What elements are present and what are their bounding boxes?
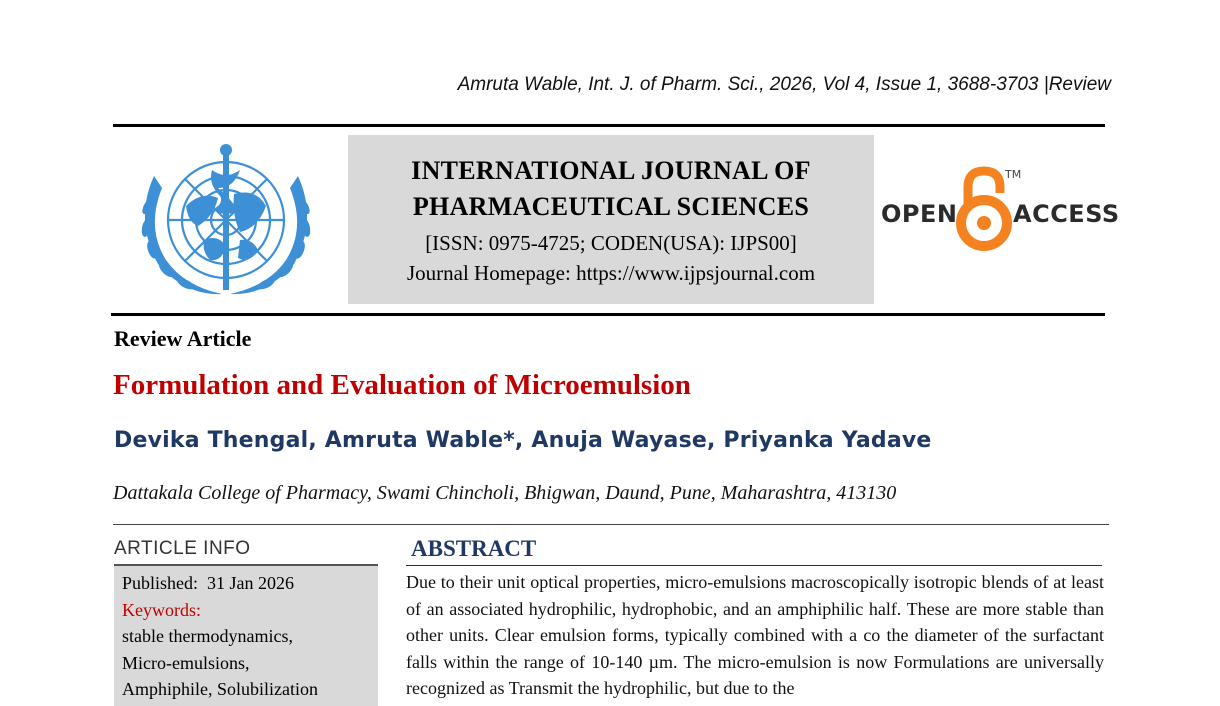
open-access-badge: [878, 163, 1120, 255]
keyword-item: stable thermodynamics,: [122, 626, 293, 646]
journal-masthead: [348, 135, 874, 304]
article-info-heading: ARTICLE INFO: [114, 538, 251, 559]
header-bottom-rule: [111, 313, 1105, 316]
abstract-heading: ABSTRACT: [411, 536, 537, 561]
journal-name-line2: PHARMACEUTICAL SCIENCES: [412, 192, 810, 221]
published-date: Published: 31 Jan 2026: [122, 573, 295, 593]
un-caduceus-emblem-icon: [126, 136, 326, 306]
keywords-label: Keywords:: [122, 599, 201, 620]
abstract-rule: [406, 565, 1102, 566]
journal-name-line1: INTERNATIONAL JOURNAL OF: [411, 156, 811, 185]
article-authors: Devika Thengal, Amruta Wable*, Anuja Wayase, Priyanka Yadave: [114, 428, 932, 453]
open-access-open-text: OPEN: [881, 200, 958, 228]
article-title: Formulation and Evaluation of Microemulsion: [113, 369, 691, 401]
article-info-box: [114, 566, 378, 706]
keyword-item: Micro-emulsions,: [122, 652, 250, 673]
article-type: Review Article: [114, 326, 252, 351]
section-divider: [113, 524, 1109, 525]
journal-homepage: Journal Homepage: https://www.ijpsjournal.com: [406, 261, 816, 285]
author-affiliation: Dattakala College of Pharmacy, Swami Chincholi, Bhigwan, Daund, Pune, Maharashtra, 413130: [113, 482, 897, 504]
running-citation: Amruta Wable, Int. J. of Pharm. Sci., 2026, Vol 4, Issue 1, 3688-3703 |Review: [457, 74, 1111, 95]
abstract-body: Due to their unit optical properties, micro-emulsions macroscopically isotropic blends of at least of an associated hydrophilic, hydrophobic, and an amphiphilic half. These are more stable than other units. Clear emulsion forms, typically combined with a co the diameter of the surfactant falls within the range of 10-140 µm. The micro-emulsion is now Formulations are universally recognized as Transmit the hydrophilic, but due to the: [406, 572, 1104, 698]
open-access-trademark: TM: [1005, 168, 1022, 181]
open-access-access-text: ACCESS: [1013, 200, 1120, 228]
keyword-item: Amphiphile, Solubilization: [122, 679, 318, 699]
journal-issn: [ISSN: 0975-4725; CODEN(USA): IJPS00]: [425, 231, 797, 255]
header-top-rule: [113, 124, 1105, 127]
